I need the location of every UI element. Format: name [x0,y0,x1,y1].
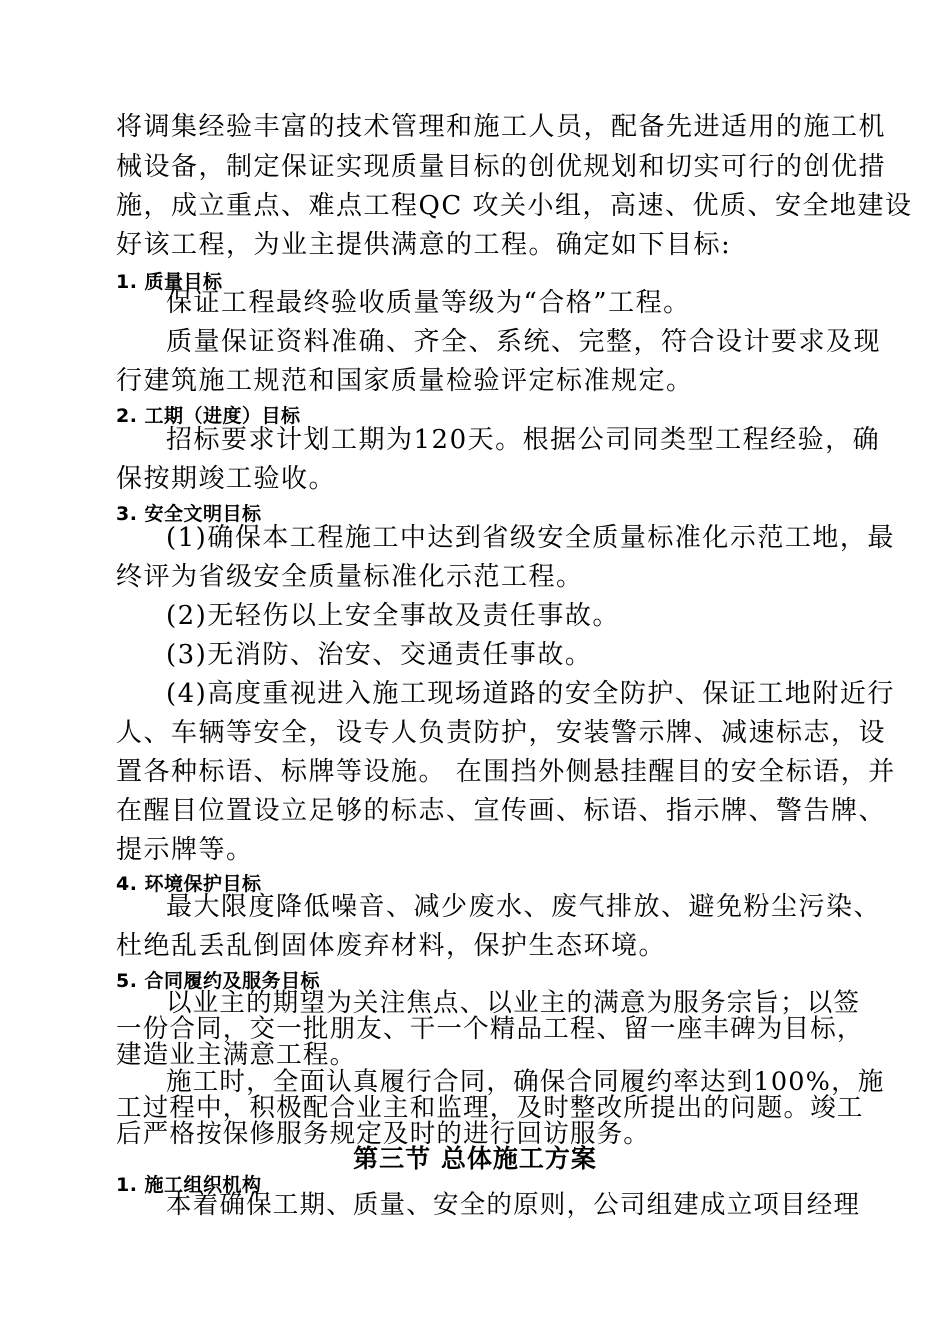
safety-line: (4)高度重视进入施工现场道路的安全防护、保证工地附近行 [166,679,895,709]
safety-line: (3)无消防、治安、交通责任事故。 [166,640,593,670]
contract-heading: 5. 合同履约及服务目标 [116,970,321,992]
intro-line: 将调集经验丰富的技术管理和施工人员，配备先进适用的施工机 [116,112,887,142]
organization-heading: 1. 施工组织机构 [116,1174,262,1196]
safety-line: 终评为省级安全质量标准化示范工程。 [116,562,584,592]
schedule-line: 招标要求计划工期为120天。根据公司同类型工程经验，确 [166,425,881,455]
environment-line: 最大限度降低噪音、减少废水、废气排放、避免粉尘污染、 [166,892,882,922]
safety-line: 置各种标语、标牌等设施。 在围挡外侧悬挂醒目的安全标语，并 [116,757,896,787]
safety-line: (2)无轻伤以上安全事故及责任事故。 [166,601,620,631]
quality-heading: 1. 质量目标 [116,271,223,293]
quality-line: 行建筑施工规范和国家质量检验评定标准规定。 [116,366,694,396]
safety-line: 人、车辆等安全，设专人负责防护，安装警示牌、减速标志，设 [116,718,887,748]
safety-heading: 3. 安全文明目标 [116,503,262,525]
intro-line: 械设备，制定保证实现质量目标的创优规划和切实可行的创优措 [116,152,887,182]
section-title: 第三节 总体施工方案 [353,1144,597,1173]
contract-line: 后严格按保修服务规定及时的进行回访服务。 [116,1119,651,1149]
organization-line: 本着确保工期、质量、安全的原则，公司组建成立项目经理 [166,1190,861,1220]
contract-line: 工过程中，积极配合业主和监理，及时整改所提出的问题。竣工 [116,1093,864,1123]
schedule-heading: 2. 工期（进度）目标 [116,405,301,427]
safety-line: (1)确保本工程施工中达到省级安全质量标准化示范工地，最 [166,523,895,553]
contract-line: 建造业主满意工程。 [116,1040,357,1070]
intro-line: 施，成立重点、难点工程QC 攻关小组，高速、优质、安全地建设 [116,191,913,221]
contract-line: 以业主的期望为关注焦点、以业主的满意为服务宗旨；以签 [166,988,861,1018]
safety-line: 在醒目位置设立足够的标志、宣传画、标语、指示牌、警告牌、 [116,796,887,826]
safety-line: 提示牌等。 [116,835,254,865]
quality-line: 质量保证资料准确、齐全、系统、完整，符合设计要求及现 [166,327,882,357]
environment-line: 杜绝乱丢乱倒固体废弃材料，保护生态环境。 [116,931,667,961]
schedule-line: 保按期竣工验收。 [116,464,337,494]
contract-line: 一份合同，交一批朋友、干一个精品工程、留一座丰碑为目标， [116,1014,864,1044]
quality-line: 保证工程最终验收质量等级为“合格”工程。 [166,288,691,318]
contract-line: 施工时，全面认真履行合同，确保合同履约率达到100%，施 [166,1067,885,1097]
intro-line: 好该工程，为业主提供满意的工程。确定如下目标: [116,230,732,260]
environment-heading: 4. 环境保护目标 [116,873,262,895]
